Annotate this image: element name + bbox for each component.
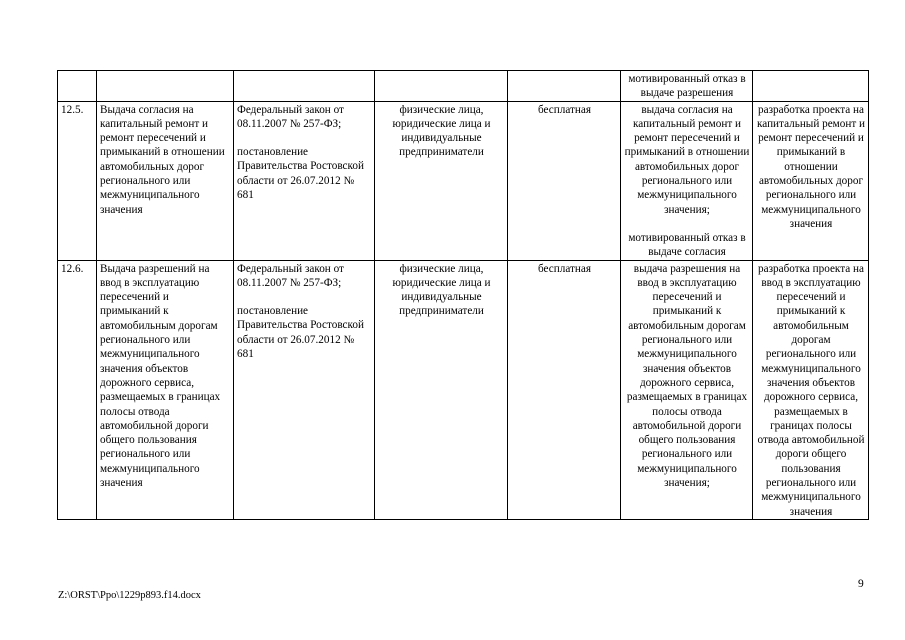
page-number: 9	[858, 578, 864, 590]
cell-requirement: разработка проекта на ввод в эксплуатацию пересечений и примыканий к автомобильным дорогам регионального или межмуниципального значения объектов дорожного сервиса, размещаемых в границах полосы отвода автомобильной дороги общего пользования регионального или межмуниципального значения	[753, 260, 869, 519]
result-main-text: выдача разрешения на ввод в эксплуатацию пересечений и примыканий к автомобильным дорогам регионального или межмуниципального значения объектов дорожного сервиса, размещаемых в границах полосы отвода автомобильной дороги общего пользования регионального или межмуниципального значения;	[626, 262, 748, 490]
cell-payment: бесплатная	[508, 260, 621, 519]
table-row	[58, 260, 869, 519]
table-row	[58, 101, 869, 260]
cell-num: 12.5.	[58, 101, 97, 260]
result-refusal-text: мотивированный отказ в выдаче разрешения	[628, 73, 746, 100]
cell-legal-basis	[234, 260, 375, 519]
cell-requirement	[753, 71, 869, 102]
file-path: Z:\ORST\Ppo\1229p893.f14.docx	[58, 590, 201, 601]
cell-requirement: разработка проекта на капитальный ремонт и ремонт пересечений и примыканий в отношении автомобильных дорог регионального или межмуниципального значения	[753, 101, 869, 260]
cell-legal-basis	[234, 71, 375, 102]
result-main-text: выдача согласия на капитальный ремонт и ремонт пересечений и примыканий в отношении автомобильных дорог регионального или межмуниципального значения;	[624, 103, 750, 216]
cell-result	[621, 260, 753, 519]
cell-payment	[508, 71, 621, 102]
cell-service: Выдача разрешений на ввод в эксплуатацию пересечений и примыканий к автомобильным дорогам регионального или межмуниципального значения объектов дорожного сервиса, размещаемых в границах полосы отвода автомобильной дороги общего пользования регионального или межмуниципального значения	[97, 260, 234, 519]
cell-applicants: физические лица, юридические лица и индивидуальные предприниматели	[375, 260, 508, 519]
decree-text: постановление Правительства Ростовской области от 26.07.2012 № 681	[237, 305, 364, 361]
decree-text: постановление Правительства Ростовской области от 26.07.2012 № 681	[237, 146, 364, 202]
cell-payment: бесплатная	[508, 101, 621, 260]
cell-num	[58, 71, 97, 102]
cell-applicants: физические лица, юридические лица и индивидуальные предприниматели	[375, 101, 508, 260]
services-table	[57, 70, 869, 520]
cell-num: 12.6.	[58, 260, 97, 519]
cell-applicants	[375, 71, 508, 102]
law-text: Федеральный закон от 08.11.2007 № 257-ФЗ;	[237, 103, 344, 130]
law-text: Федеральный закон от 08.11.2007 № 257-ФЗ;	[237, 262, 344, 289]
result-refusal-text: мотивированный отказ в выдаче согласия	[628, 231, 746, 259]
cell-result	[621, 101, 753, 260]
cell-service: Выдача согласия на капитальный ремонт и ремонт пересечений и примыканий в отношении автомобильных дорог регионального или межмуниципального значения	[97, 101, 234, 260]
cell-result	[621, 71, 753, 102]
cell-legal-basis	[234, 101, 375, 260]
table-row-continuation	[58, 71, 869, 102]
cell-service	[97, 71, 234, 102]
